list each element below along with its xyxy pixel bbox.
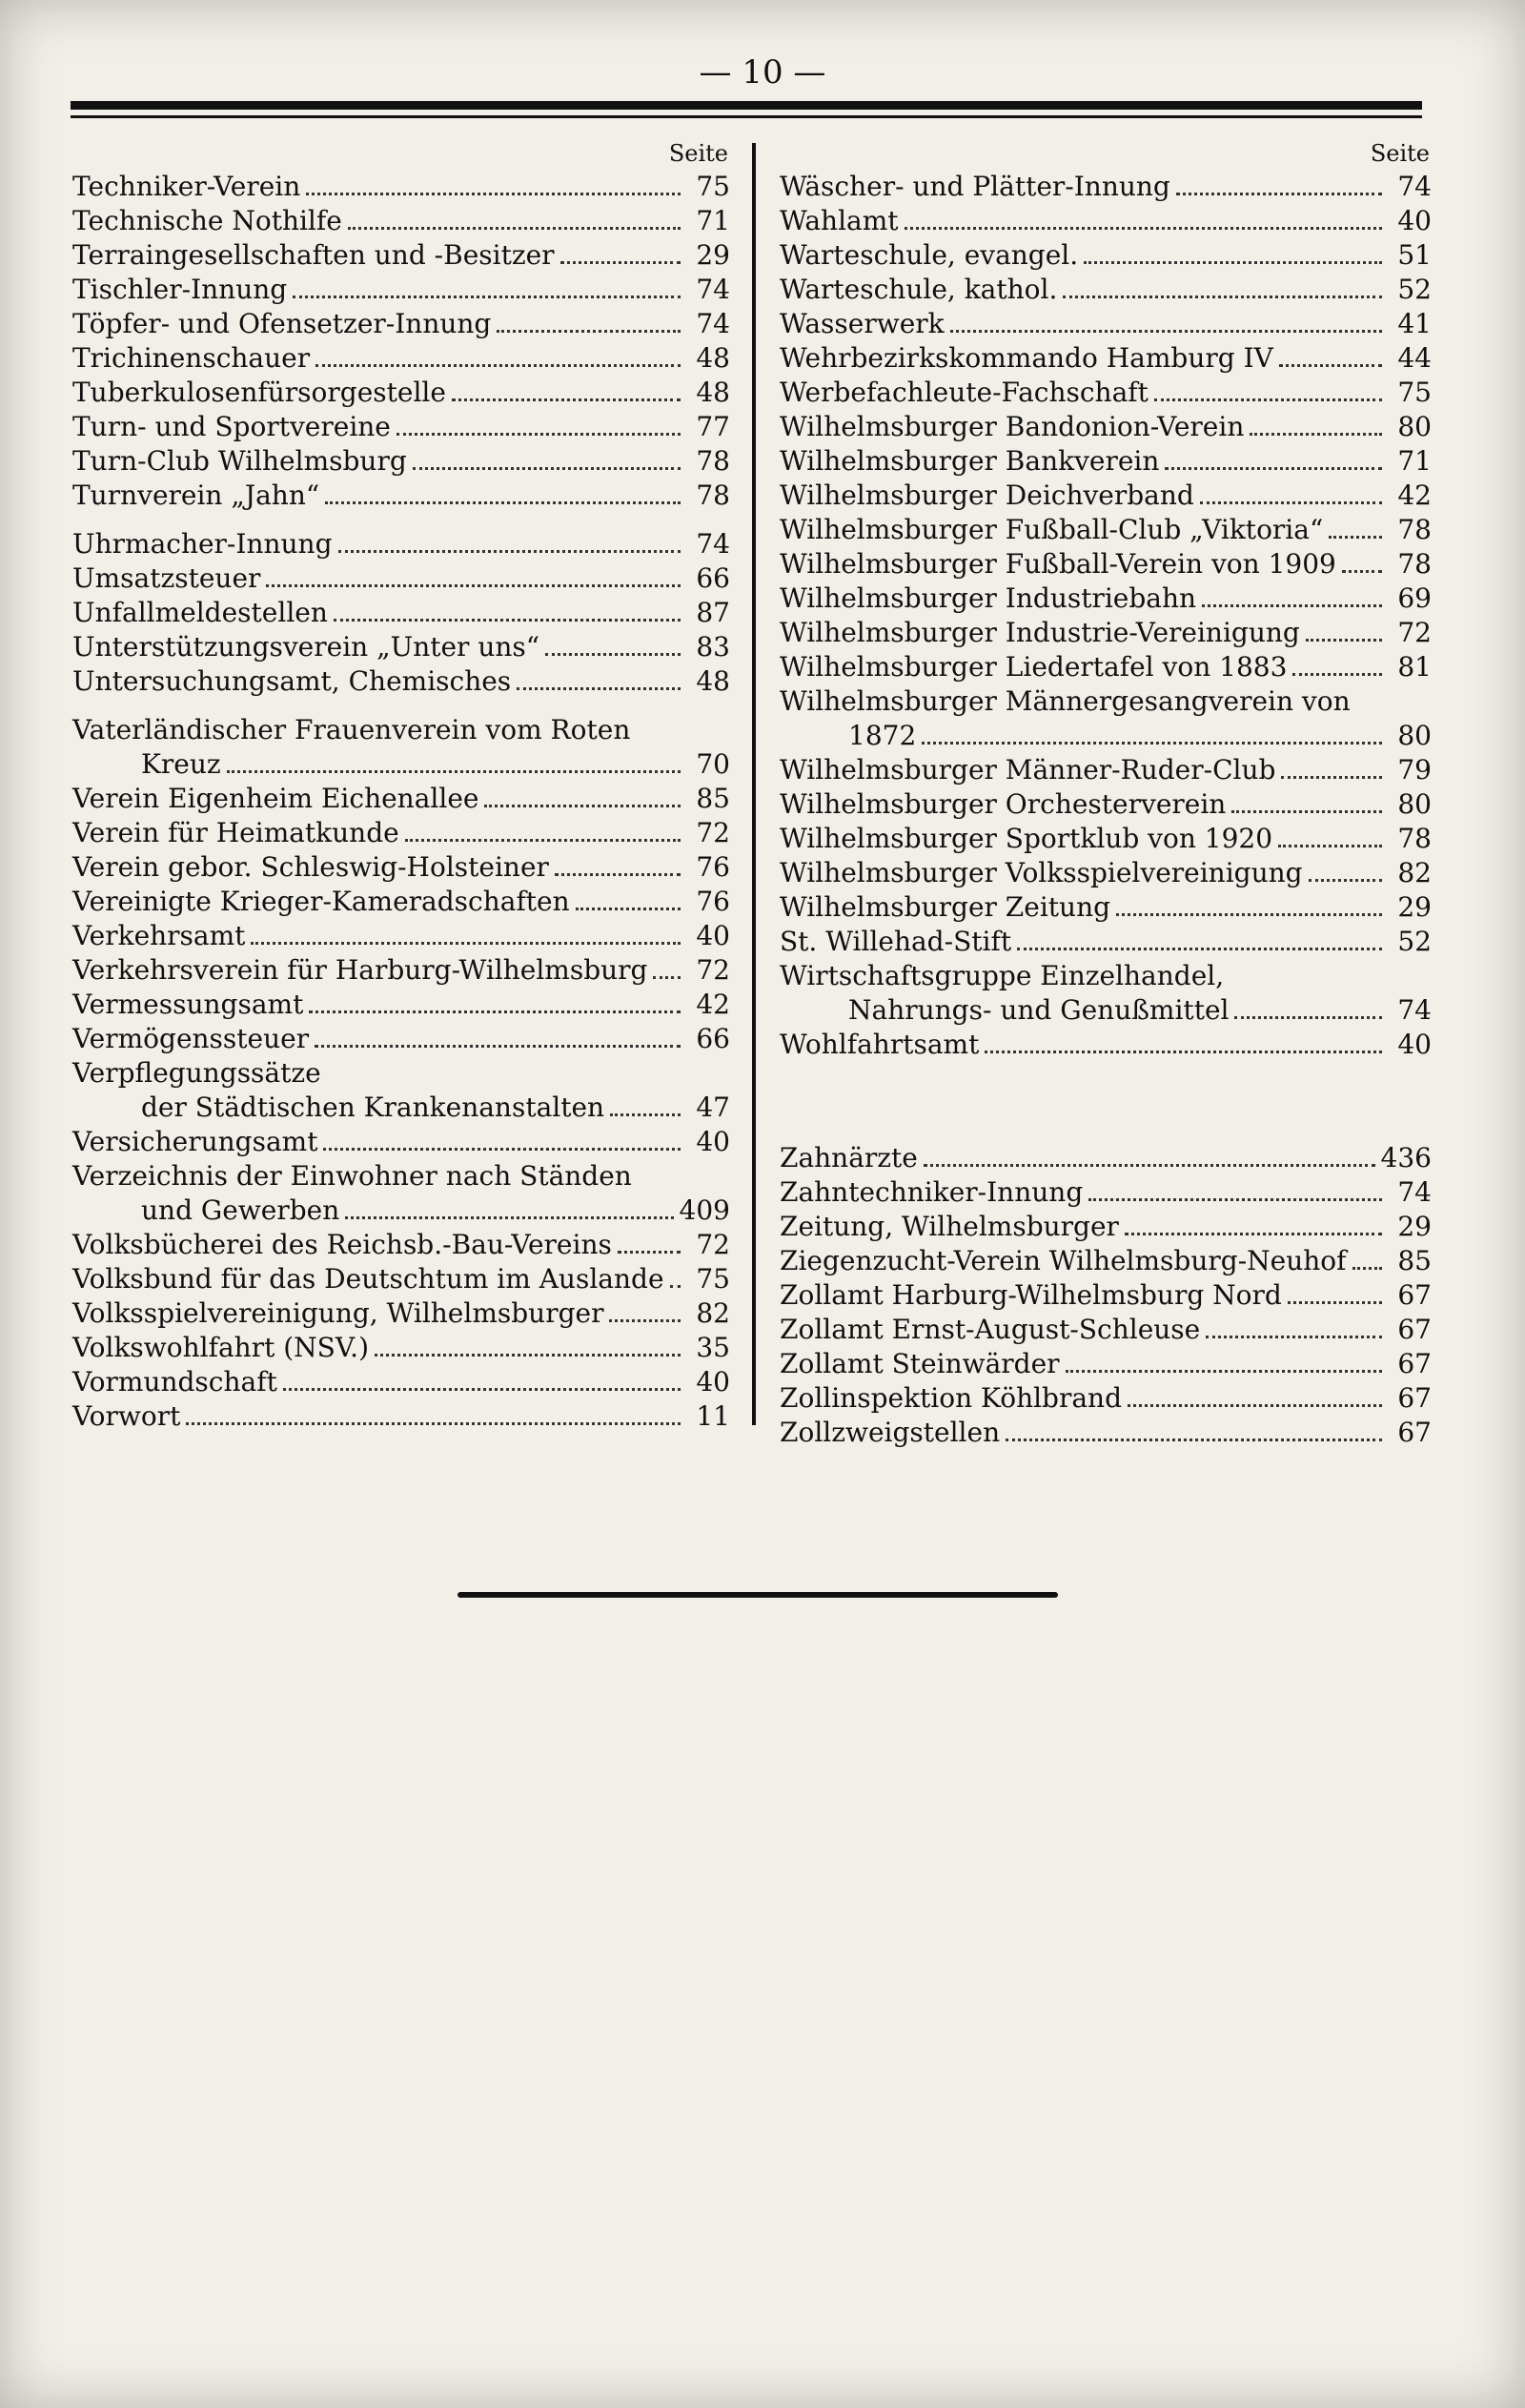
page-column-header: Seite — [668, 140, 728, 167]
dot-leader — [1128, 1404, 1382, 1407]
entry-label: Wilhelmsburger Deichverband — [780, 480, 1194, 511]
entry-page: 40 — [696, 1126, 730, 1157]
dot-leader — [1116, 913, 1382, 916]
entry-page: 48 — [696, 342, 730, 374]
entry-page: 29 — [1397, 1211, 1432, 1242]
entry-page: 66 — [696, 1023, 730, 1054]
index-entry — [72, 1194, 730, 1228]
entry-page: 40 — [1397, 205, 1432, 236]
entry-page: 74 — [1397, 1176, 1432, 1208]
index-entry — [780, 1347, 1432, 1381]
entry-label: Töpfer- und Ofensetzer-Innung — [72, 308, 492, 339]
dot-leader — [348, 227, 681, 230]
entry-page: 40 — [696, 1366, 730, 1398]
entry-label: Wahlamt — [780, 205, 899, 236]
entry-label: Wirtschaftsgruppe Einzelhandel, — [780, 960, 1225, 991]
index-entry — [780, 1141, 1432, 1175]
entry-page: 436 — [1380, 1142, 1432, 1173]
dot-leader — [1250, 433, 1382, 436]
index-entry — [72, 1056, 730, 1091]
entry-page: 79 — [1397, 754, 1432, 786]
entry-label: Zollzweigstellen — [780, 1417, 1001, 1448]
dot-leader — [452, 398, 681, 401]
dot-leader — [484, 805, 681, 807]
index-entry — [72, 1091, 730, 1125]
entry-page: 75 — [696, 171, 730, 202]
entry-label: Zeitung, Wilhelmsburger — [780, 1211, 1119, 1242]
dot-leader — [1200, 501, 1382, 504]
entry-label: Verkehrsamt — [72, 920, 246, 951]
entry-label: Nahrungs- und Genußmittel — [848, 994, 1230, 1026]
entry-page: 78 — [1397, 823, 1432, 854]
entry-page: 78 — [1397, 548, 1432, 580]
entry-label: Zollamt Ernst-August-Schleuse — [780, 1314, 1201, 1345]
dot-leader — [1281, 776, 1382, 779]
entry-page: 67 — [1397, 1382, 1432, 1414]
entry-label: Warteschule, evangel. — [780, 239, 1079, 271]
entry-page: 74 — [696, 528, 730, 560]
dot-leader — [610, 1113, 681, 1116]
dot-leader — [338, 550, 681, 553]
entry-label: Turnverein „Jahn“ — [72, 480, 320, 511]
entry-label: Verzeichnis der Einwohner nach Ständen — [72, 1160, 632, 1192]
entry-page: 44 — [1397, 342, 1432, 374]
entry-page: 76 — [696, 851, 730, 883]
entry-label: Wilhelmsburger Bandonion-Verein — [780, 411, 1245, 442]
index-entry — [780, 238, 1432, 273]
index-entry — [72, 988, 730, 1022]
index-entry — [72, 527, 730, 561]
entry-page: 52 — [1397, 926, 1432, 957]
entry-page: 67 — [1397, 1279, 1432, 1311]
entry-label: St. Willehad-Stift — [780, 926, 1012, 957]
index-entry — [780, 1210, 1432, 1244]
entry-page: 74 — [1397, 994, 1432, 1026]
entry-page: 82 — [1397, 857, 1432, 888]
page-number: — 10 — — [699, 53, 826, 92]
index-entry — [72, 307, 730, 341]
page-column-header: Seite — [1370, 140, 1430, 167]
entry-label: Unterstützungsverein „Unter uns“ — [72, 631, 540, 663]
entry-page: 40 — [1397, 1029, 1432, 1060]
index-entry — [780, 787, 1432, 822]
index-entry — [780, 753, 1432, 787]
entry-label: Tuberkulosenfürsorgestelle — [72, 377, 446, 408]
index-entry — [72, 1262, 730, 1296]
entry-label: Volksspielvereinigung, Wilhelmsburger — [72, 1297, 604, 1329]
index-entry — [72, 170, 730, 204]
index-entry — [72, 238, 730, 273]
index-entry — [780, 1028, 1432, 1062]
entry-page: 83 — [696, 631, 730, 663]
entry-label: Wilhelmsburger Volksspielvereinigung — [780, 857, 1303, 888]
index-entry — [780, 582, 1432, 616]
index-entry — [780, 170, 1432, 204]
dot-leader — [1084, 261, 1382, 264]
index-entry — [72, 1159, 730, 1194]
dot-leader — [186, 1422, 681, 1425]
dot-leader — [1154, 398, 1382, 401]
entry-page: 41 — [1397, 308, 1432, 339]
entry-label: Turn- und Sportvereine — [72, 411, 391, 442]
index-entry — [72, 630, 730, 664]
dot-leader — [1006, 1439, 1382, 1441]
index-entry — [780, 856, 1432, 890]
section-gap — [780, 1062, 1432, 1141]
dot-leader — [345, 1216, 673, 1219]
index-column-right — [780, 137, 1432, 1450]
entry-label: Verein Eigenheim Eichenallee — [72, 783, 479, 814]
dot-leader — [1292, 673, 1382, 676]
entry-label: der Städtischen Krankenanstalten — [141, 1092, 605, 1123]
dot-leader — [325, 501, 681, 504]
dot-leader — [1288, 1301, 1382, 1304]
dot-leader — [1176, 193, 1382, 195]
index-entry — [72, 850, 730, 885]
entry-label: Wilhelmsburger Fußball-Club „Viktoria“ — [780, 514, 1324, 545]
index-entry — [72, 953, 730, 988]
entry-label: Volksbund für das Deutschtum im Auslande — [72, 1263, 664, 1295]
index-entry — [72, 341, 730, 376]
entry-label: Wilhelmsburger Industrie-Vereinigung — [780, 617, 1300, 648]
dot-leader — [375, 1354, 681, 1357]
entry-label: Vaterländischer Frauenverein vom Roten — [72, 714, 631, 745]
entry-label: Wilhelmsburger Fußball-Verein von 1909 — [780, 548, 1336, 580]
dot-leader — [922, 742, 1382, 745]
dot-leader — [1206, 1336, 1382, 1338]
entry-page: 74 — [696, 308, 730, 339]
entry-page: 78 — [696, 445, 730, 477]
entry-page: 29 — [1397, 891, 1432, 923]
dot-leader — [405, 839, 681, 842]
index-entry — [72, 782, 730, 816]
entry-page: 81 — [1397, 651, 1432, 683]
entry-label: Wasserwerk — [780, 308, 945, 339]
dot-leader — [497, 330, 681, 333]
index-entry — [780, 650, 1432, 684]
dot-leader — [396, 433, 681, 436]
dot-leader — [1017, 948, 1382, 950]
index-entry — [72, 561, 730, 596]
entry-page: 71 — [1397, 445, 1432, 477]
index-entry — [72, 1125, 730, 1159]
index-entry — [780, 341, 1432, 376]
index-entry — [780, 376, 1432, 410]
index-entry — [780, 479, 1432, 513]
entry-page: 47 — [696, 1092, 730, 1123]
top-rule-thick — [71, 101, 1422, 110]
entry-label: Wilhelmsburger Orchesterverein — [780, 788, 1227, 820]
dot-leader — [306, 193, 681, 195]
index-entry — [72, 1365, 730, 1399]
dot-leader — [1231, 810, 1382, 813]
index-entry — [72, 444, 730, 479]
index-entry — [780, 547, 1432, 582]
entry-page: 85 — [1397, 1245, 1432, 1276]
entry-label: 1872 — [848, 720, 917, 751]
dot-leader — [266, 584, 681, 587]
index-entry — [72, 713, 730, 747]
index-entry — [72, 885, 730, 919]
entry-page: 80 — [1397, 720, 1432, 751]
dot-leader — [609, 1319, 681, 1322]
index-column-left — [72, 137, 730, 1434]
section-gap — [72, 699, 730, 713]
entry-label: Wilhelmsburger Männer-Ruder-Club — [780, 754, 1276, 786]
dot-leader — [413, 467, 681, 470]
entry-page: 66 — [696, 562, 730, 594]
index-entry — [72, 1399, 730, 1434]
entry-page: 69 — [1397, 582, 1432, 614]
entry-label: Trichinenschauer — [72, 342, 311, 374]
entry-label: Uhrmacher-Innung — [72, 528, 333, 560]
column-divider — [752, 143, 756, 1425]
dot-leader — [618, 1251, 681, 1254]
index-entry — [780, 1381, 1432, 1416]
entry-label: Verein gebor. Schleswig-Holsteiner — [72, 851, 549, 883]
dot-leader — [517, 687, 681, 690]
index-entry — [780, 1313, 1432, 1347]
dot-leader — [227, 770, 681, 773]
index-entry — [780, 513, 1432, 547]
dot-leader — [670, 1285, 681, 1288]
entry-label: Vereinigte Krieger-Kameradschaften — [72, 886, 570, 917]
entry-label: Wäscher- und Plätter-Innung — [780, 171, 1170, 202]
dot-leader — [1066, 1370, 1382, 1373]
entry-label: Wilhelmsburger Sportklub von 1920 — [780, 823, 1273, 854]
dot-leader — [1279, 364, 1382, 367]
entry-label: Zollamt Steinwärder — [780, 1348, 1060, 1379]
dot-leader — [283, 1388, 681, 1391]
dot-leader — [1165, 467, 1382, 470]
entry-page: 67 — [1397, 1417, 1432, 1448]
index-entry — [72, 273, 730, 307]
entry-label: Ziegenzucht-Verein Wilhelmsburg-Neuhof — [780, 1245, 1347, 1276]
dot-leader — [1202, 604, 1382, 607]
index-entry — [780, 993, 1432, 1028]
entry-page: 72 — [1397, 617, 1432, 648]
index-entry — [72, 1228, 730, 1262]
entry-label: Wilhelmsburger Männergesangverein von — [780, 685, 1351, 717]
index-entry — [780, 890, 1432, 925]
index-entry — [780, 1244, 1432, 1278]
index-entry — [780, 822, 1432, 856]
index-entry — [72, 919, 730, 953]
dot-leader — [1278, 845, 1382, 847]
dot-leader — [950, 330, 1382, 333]
bottom-ornament-rule — [458, 1592, 1058, 1598]
entry-page: 75 — [1397, 377, 1432, 408]
entry-page: 72 — [696, 817, 730, 848]
dot-leader — [1329, 536, 1382, 539]
entry-label: Vormundschaft — [72, 1366, 277, 1398]
entry-label: Volksbücherei des Reichsb.-Bau-Vereins — [72, 1229, 612, 1260]
dot-leader — [576, 908, 681, 910]
index-entry — [780, 1278, 1432, 1313]
dot-leader — [1306, 639, 1382, 642]
entry-label: Verkehrsverein für Harburg-Wilhelmsburg — [72, 954, 648, 986]
entry-page: 67 — [1397, 1348, 1432, 1379]
index-entry — [780, 273, 1432, 307]
entry-page: 76 — [696, 886, 730, 917]
dot-leader — [1352, 1267, 1382, 1270]
index-entry — [780, 925, 1432, 959]
entry-page: 78 — [1397, 514, 1432, 545]
entry-page: 42 — [696, 989, 730, 1020]
dot-leader — [985, 1051, 1382, 1053]
entry-page: 77 — [696, 411, 730, 442]
entry-label: Unfallmeldestellen — [72, 597, 328, 628]
entry-label: Vermessungsamt — [72, 989, 304, 1020]
entry-page: 85 — [696, 783, 730, 814]
entry-page: 72 — [696, 954, 730, 986]
entry-label: Versicherungsamt — [72, 1126, 318, 1157]
dot-leader — [560, 261, 681, 264]
dot-leader — [1063, 296, 1382, 298]
dot-leader — [653, 976, 681, 979]
dot-leader — [323, 1148, 681, 1151]
top-rule-thin — [71, 115, 1422, 118]
entry-label: Warteschule, kathol. — [780, 274, 1058, 305]
entry-label: Terraingesellschaften und -Besitzer — [72, 239, 555, 271]
dot-leader — [1234, 1016, 1382, 1019]
entry-label: Untersuchungsamt, Chemisches — [72, 665, 512, 697]
dot-leader — [1342, 570, 1382, 573]
entry-page: 48 — [696, 665, 730, 697]
dot-leader — [315, 364, 681, 367]
index-entry — [72, 376, 730, 410]
dot-leader — [309, 1010, 681, 1013]
dot-leader — [1088, 1198, 1382, 1201]
entry-label: Volkswohlfahrt (NSV.) — [72, 1332, 369, 1363]
entry-page: 52 — [1397, 274, 1432, 305]
entry-page: 51 — [1397, 239, 1432, 271]
dot-leader — [251, 942, 681, 945]
entry-label: Technische Nothilfe — [72, 205, 342, 236]
entry-label: Tischler-Innung — [72, 274, 288, 305]
entry-label: Techniker-Verein — [72, 171, 301, 202]
entry-label: Wilhelmsburger Bankverein — [780, 445, 1160, 477]
index-entry — [780, 444, 1432, 479]
dot-leader — [555, 873, 681, 876]
entry-label: Zollinspektion Köhlbrand — [780, 1382, 1123, 1414]
entry-label: Werbefachleute-Fachschaft — [780, 377, 1149, 408]
entry-page: 40 — [696, 920, 730, 951]
entry-page: 70 — [696, 748, 730, 780]
index-entry — [780, 410, 1432, 444]
index-entry — [72, 816, 730, 850]
index-entry — [780, 204, 1432, 238]
index-entry — [72, 479, 730, 513]
entry-label: Wohlfahrtsamt — [780, 1029, 980, 1060]
entry-page: 72 — [696, 1229, 730, 1260]
dot-leader — [1309, 879, 1382, 882]
entry-page: 87 — [696, 597, 730, 628]
index-entry — [72, 204, 730, 238]
entry-page: 74 — [1397, 171, 1432, 202]
entry-page: 29 — [696, 239, 730, 271]
dot-leader — [1125, 1233, 1382, 1235]
entry-page: 78 — [696, 480, 730, 511]
entry-label: Verpflegungssätze — [72, 1057, 321, 1089]
index-entry — [72, 596, 730, 630]
index-entry — [780, 307, 1432, 341]
index-entry — [72, 1022, 730, 1056]
index-entry — [72, 747, 730, 782]
dot-leader — [315, 1045, 681, 1048]
dot-leader — [924, 1164, 1375, 1167]
entry-page: 74 — [696, 274, 730, 305]
dot-leader — [293, 296, 681, 298]
index-entry — [780, 616, 1432, 650]
entry-label: Turn-Club Wilhelmsburg — [72, 445, 407, 477]
entry-label: Umsatzsteuer — [72, 562, 261, 594]
entry-page: 35 — [696, 1332, 730, 1363]
entry-page: 80 — [1397, 788, 1432, 820]
index-entry — [72, 664, 730, 699]
entry-label: Zollamt Harburg-Wilhelmsburg Nord — [780, 1279, 1282, 1311]
dot-leader — [905, 227, 1382, 230]
dot-leader — [334, 619, 681, 622]
entry-label: und Gewerben — [141, 1194, 340, 1226]
entry-label: Wilhelmsburger Industriebahn — [780, 582, 1197, 614]
index-entry — [72, 1331, 730, 1365]
entry-page: 42 — [1397, 480, 1432, 511]
entry-page: 75 — [696, 1263, 730, 1295]
entry-page: 67 — [1397, 1314, 1432, 1345]
entry-label: Wehrbezirkskommando Hamburg IV — [780, 342, 1273, 374]
index-entry — [780, 959, 1432, 993]
dot-leader — [545, 653, 681, 656]
entry-label: Kreuz — [141, 748, 221, 780]
entry-label: Zahnärzte — [780, 1142, 918, 1173]
entry-page: 48 — [696, 377, 730, 408]
section-gap — [72, 513, 730, 527]
entry-page: 80 — [1397, 411, 1432, 442]
entry-page: 409 — [679, 1194, 730, 1226]
index-entry — [780, 1416, 1432, 1450]
entry-page: 71 — [696, 205, 730, 236]
entry-label: Vorwort — [72, 1400, 181, 1432]
entry-page: 11 — [696, 1400, 730, 1432]
index-entry — [72, 410, 730, 444]
index-entry — [72, 1296, 730, 1331]
entry-label: Zahntechniker-Innung — [780, 1176, 1084, 1208]
entry-label: Wilhelmsburger Zeitung — [780, 891, 1111, 923]
entry-page: 82 — [696, 1297, 730, 1329]
entry-label: Vermögenssteuer — [72, 1023, 310, 1054]
index-entry — [780, 684, 1432, 719]
index-entry — [780, 719, 1432, 753]
index-entry — [780, 1175, 1432, 1210]
entry-label: Wilhelmsburger Liedertafel von 1883 — [780, 651, 1288, 683]
entry-label: Verein für Heimatkunde — [72, 817, 399, 848]
